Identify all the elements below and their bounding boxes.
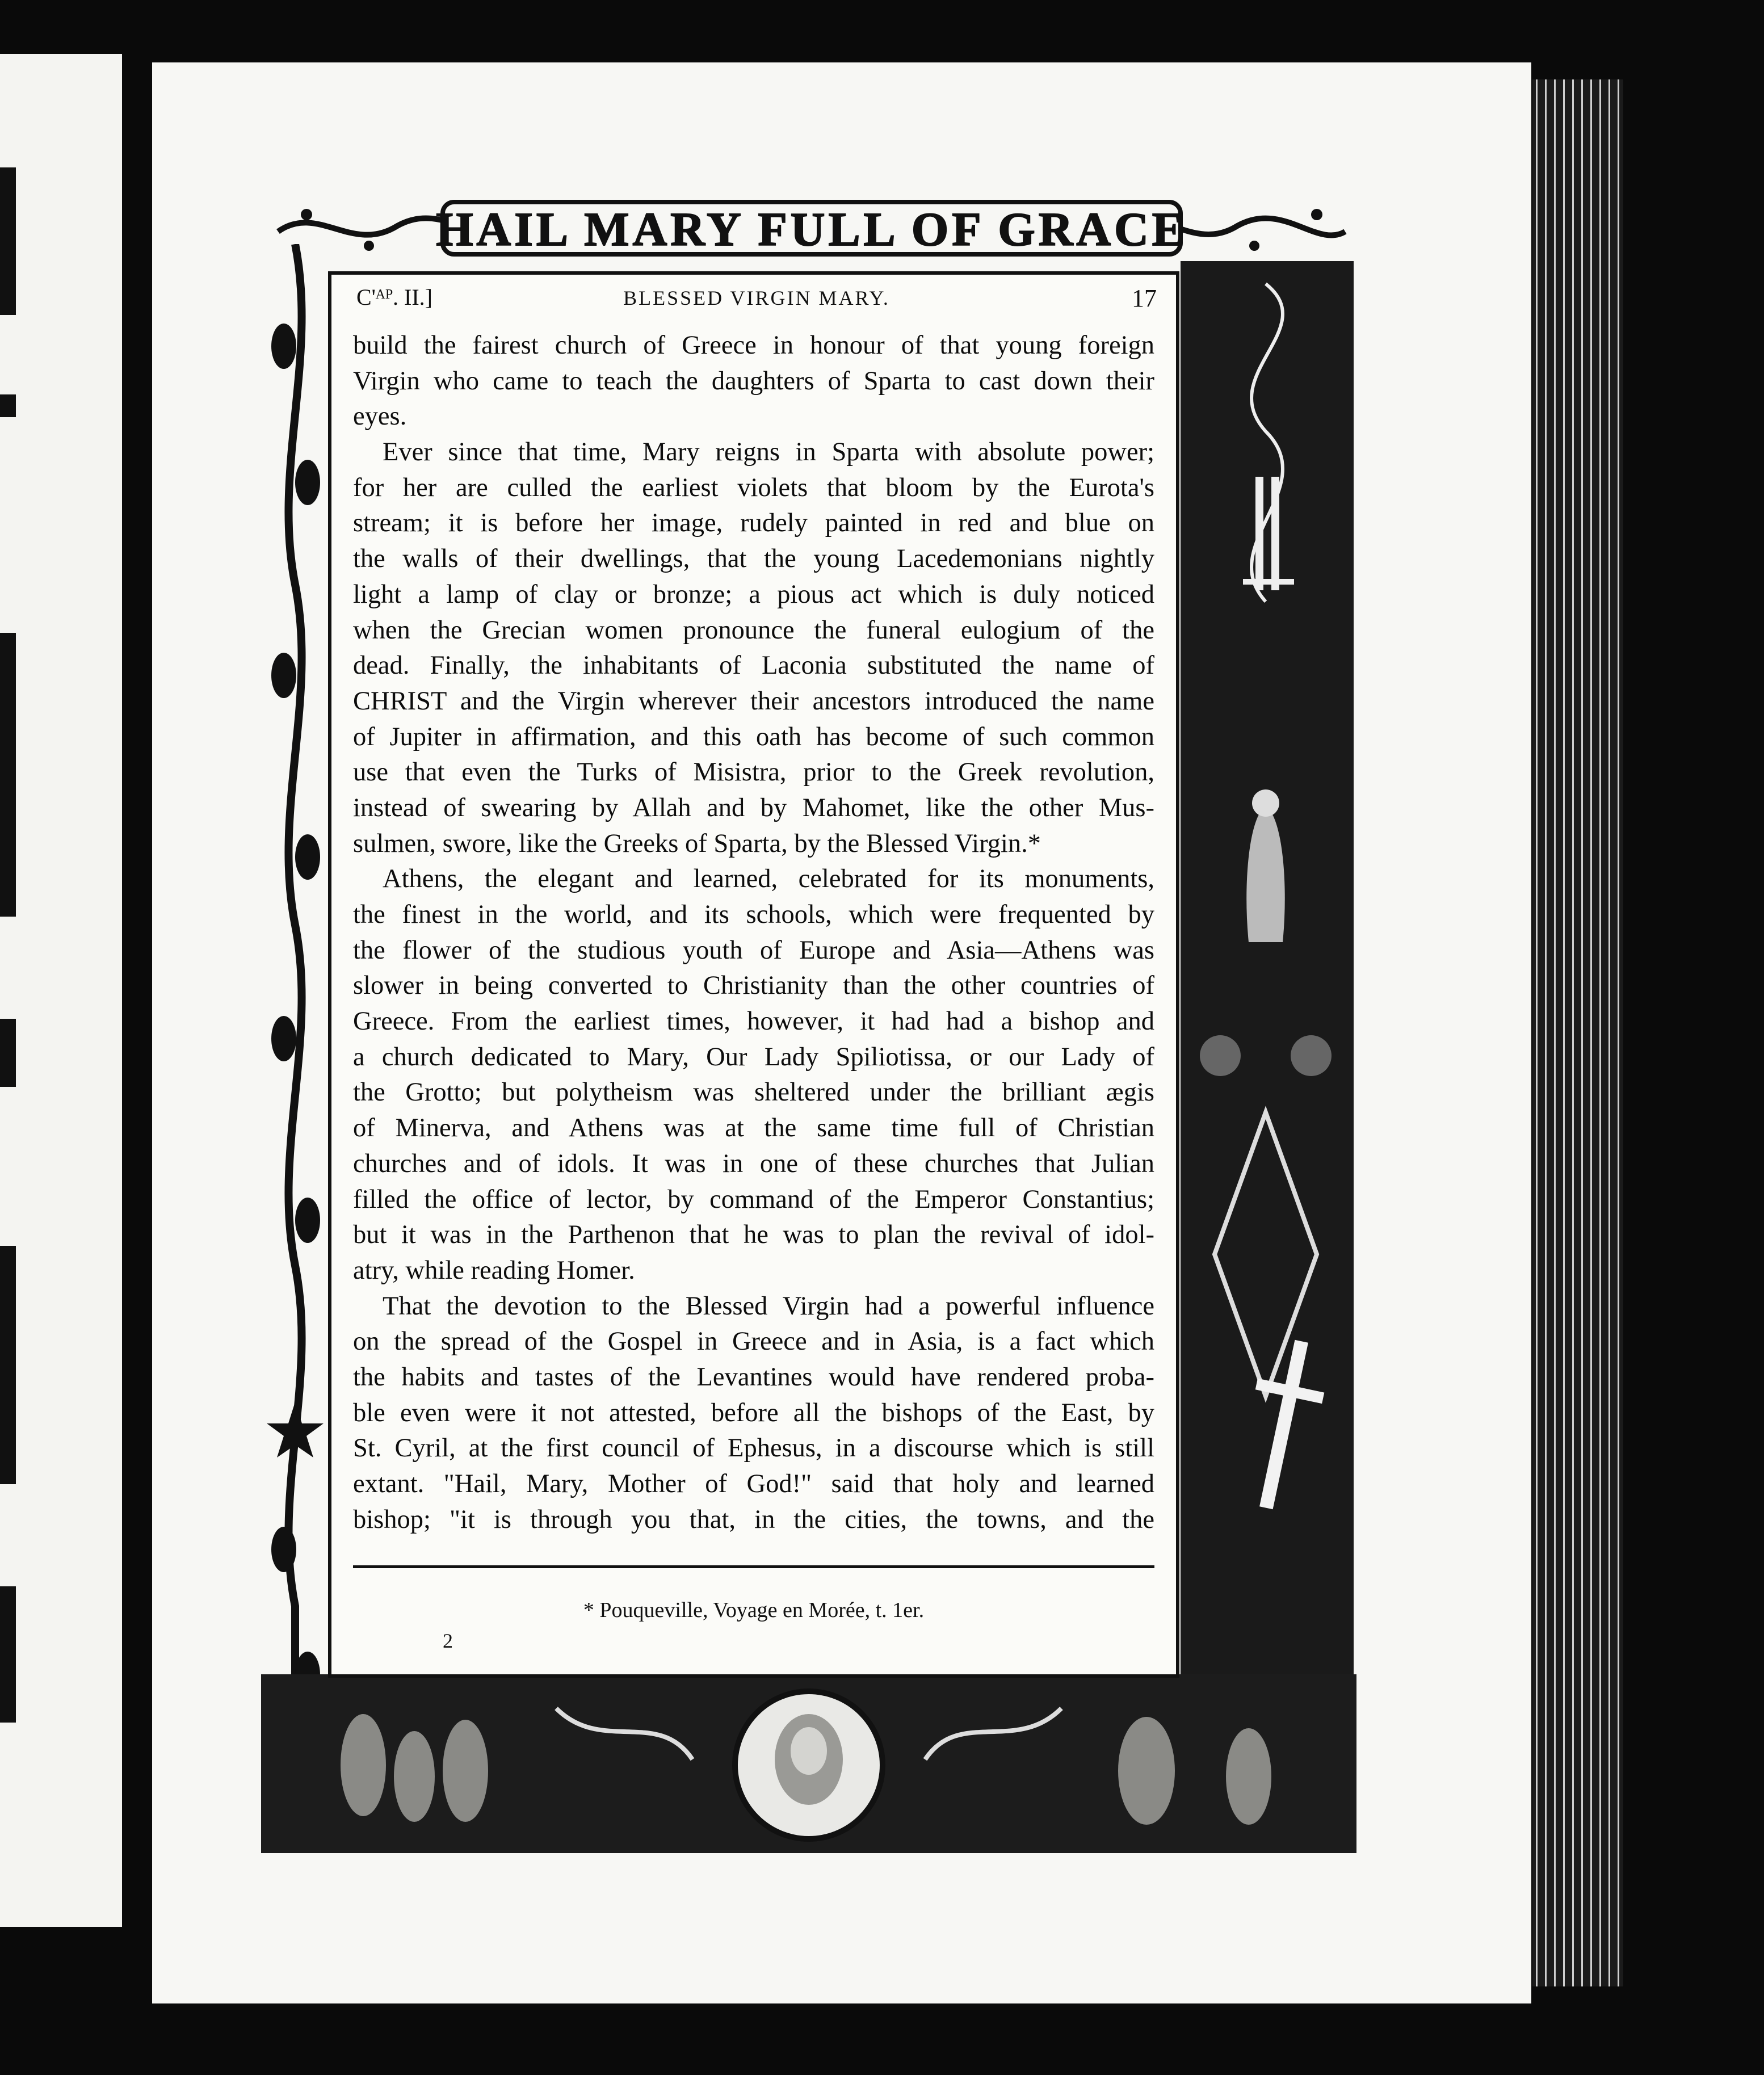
bottom-scene-ornament <box>261 1674 1356 1853</box>
right-decorative-panel <box>1181 261 1354 1714</box>
text-line: ble even were it not attested, before all the bishops of the East, by <box>353 1398 1154 1427</box>
text-line: dead. Finally, the inhabitants of Laconia substituted the name of <box>353 651 1154 681</box>
text-line: St. Cyril, at the first council of Ephesus, in a discourse which is still <box>353 1434 1154 1463</box>
text-line: Greece. From the earliest times, however, it had had a bishop and <box>353 1007 1154 1036</box>
banner-text: HAIL MARY FULL OF GRACE <box>436 203 1187 256</box>
text-line: when the Grecian women pronounce the funeral eulogium of the <box>353 615 1154 645</box>
text-line: but it was in the Parthenon that he was to plan the revival of idol- <box>353 1220 1154 1250</box>
signature-mark: 2 <box>443 1629 453 1652</box>
text-line: the habits and tastes of the Levantines would have rendered proba- <box>353 1362 1154 1392</box>
text-line: sulmen, swore, like the Greeks of Sparta, by the Blessed Virgin.* <box>353 829 1041 858</box>
footnote: * Pouqueville, Voyage en Morée, t. 1er. <box>583 1598 925 1622</box>
page-number: 17 <box>1132 284 1157 312</box>
text-line: churches and of idols. It was in one of these churches that Julian <box>353 1149 1154 1178</box>
text-line: a church dedicated to Mary, Our Lady Spiliotissa, or our Lady of <box>353 1042 1154 1072</box>
banner-ornament <box>272 192 1351 263</box>
left-vine-ornament <box>267 244 324 1725</box>
text-line: of Jupiter in affirmation, and this oath has become of such common <box>353 722 1154 751</box>
text-line: build the fairest church of Greece in honour of that young foreign <box>353 331 1154 360</box>
text-line: Athens, the elegant and learned, celebrated for its monuments, <box>383 864 1154 894</box>
chapter-label: C'ᴬᴾ. II.] <box>356 284 432 310</box>
running-head <box>356 284 1157 318</box>
body-text <box>353 328 1154 1538</box>
text-line: stream; it is before her image, rudely painted in red and blue on <box>353 509 1154 538</box>
text-line: Ever since that time, Mary reigns in Sparta with absolute power; <box>383 438 1154 467</box>
text-line: the flower of the studious youth of Europe and Asia—Athens was <box>353 935 1154 965</box>
text-line: on the spread of the Gospel in Greece and in Asia, is a fact which <box>353 1327 1154 1356</box>
text-line: That the devotion to the Blessed Virgin had a powerful influence <box>383 1291 1154 1321</box>
text-line: light a lamp of clay or bronze; a pious act which is duly noticed <box>353 579 1154 609</box>
running-title: BLESSED VIRGIN MARY. <box>623 287 890 309</box>
text-line: the Grotto; but polytheism was sheltered under the brilliant ægis <box>353 1078 1154 1107</box>
text-line: eyes. <box>353 402 407 431</box>
text-line: bishop; "it is through you that, in the cities, the towns, and the <box>353 1505 1154 1534</box>
text-line: extant. "Hail, Mary, Mother of God!" said that holy and learned <box>353 1469 1154 1498</box>
text-line: of Minerva, and Athens was at the same time full of Christian <box>353 1114 1154 1143</box>
adjacent-page-edge <box>0 54 122 1927</box>
text-line: filled the office of lector, by command of the Emperor Constantius; <box>353 1184 1154 1214</box>
page-stack-edge <box>1532 79 1623 1986</box>
text-line: CHRIST and the Virgin wherever their ancestors introduced the name <box>353 686 1154 716</box>
text-line: atry, while reading Homer. <box>353 1255 635 1285</box>
text-line: instead of swearing by Allah and by Mahomet, like the other Mus- <box>353 793 1154 822</box>
text-line: for her are culled the earliest violets that bloom by the Eurota's <box>353 473 1154 502</box>
text-line: Virgin who came to teach the daughters of Sparta to cast down their <box>353 366 1154 396</box>
footnote-rule <box>353 1565 1154 1568</box>
text-line: the finest in the world, and its schools, which were frequented by <box>353 900 1154 929</box>
text-line: use that even the Turks of Misistra, prior to the Greek revolution, <box>353 758 1154 787</box>
cross-icon <box>1243 579 1294 585</box>
text-line: the walls of their dwellings, that the young Lacedemonians nightly <box>353 544 1154 574</box>
text-line: slower in being converted to Christianity than the other countries of <box>353 971 1154 1001</box>
